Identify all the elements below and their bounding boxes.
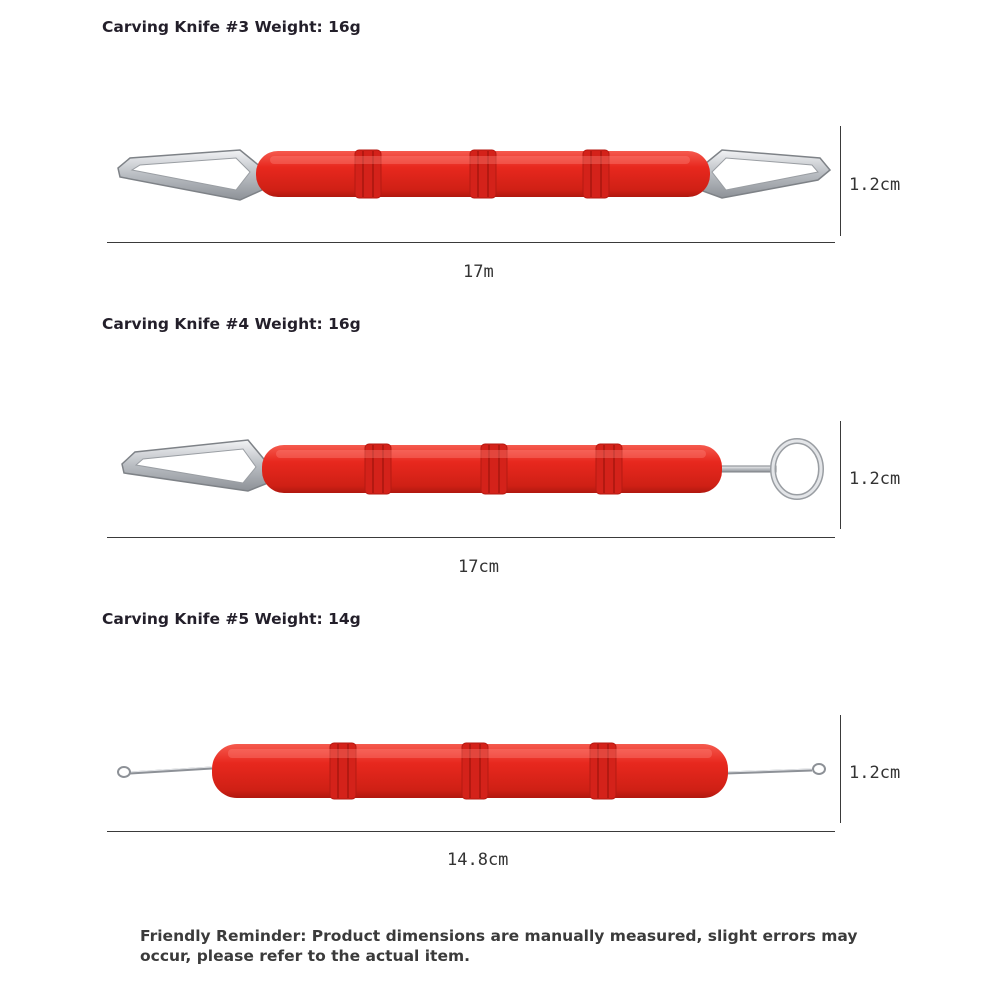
knife-3-image <box>0 0 1000 295</box>
knife-5-section <box>0 592 1000 887</box>
knife-3-length: 17m <box>463 262 494 282</box>
knife-3-height-line <box>840 126 841 236</box>
knife-4-image <box>0 297 1000 592</box>
knife-5-length-line <box>107 831 835 832</box>
knife-5-image <box>0 592 1000 887</box>
knife-5-title: Carving Knife #5 Weight: 14g <box>102 610 361 628</box>
knife-4-length-line <box>107 537 835 538</box>
knife-3-title: Carving Knife #3 Weight: 16g <box>102 18 361 36</box>
friendly-reminder: Friendly Reminder: Product dimensions are manually measured, slight errors may occur, please refer to the actual item. <box>140 927 858 965</box>
knife-4-length: 17cm <box>458 557 499 577</box>
knife-5-height: 1.2cm <box>849 763 901 783</box>
knife-5-height-line <box>840 715 841 823</box>
knife-3-length-line <box>107 242 835 243</box>
knife-3-section <box>0 0 1000 295</box>
knife-3-height: 1.2cm <box>849 175 901 195</box>
knife-4-height-line <box>840 421 841 529</box>
knife-4-height: 1.2cm <box>849 469 901 489</box>
knife-4-section <box>0 297 1000 592</box>
knife-4-title: Carving Knife #4 Weight: 16g <box>102 315 361 333</box>
knife-5-length: 14.8cm <box>447 850 509 870</box>
